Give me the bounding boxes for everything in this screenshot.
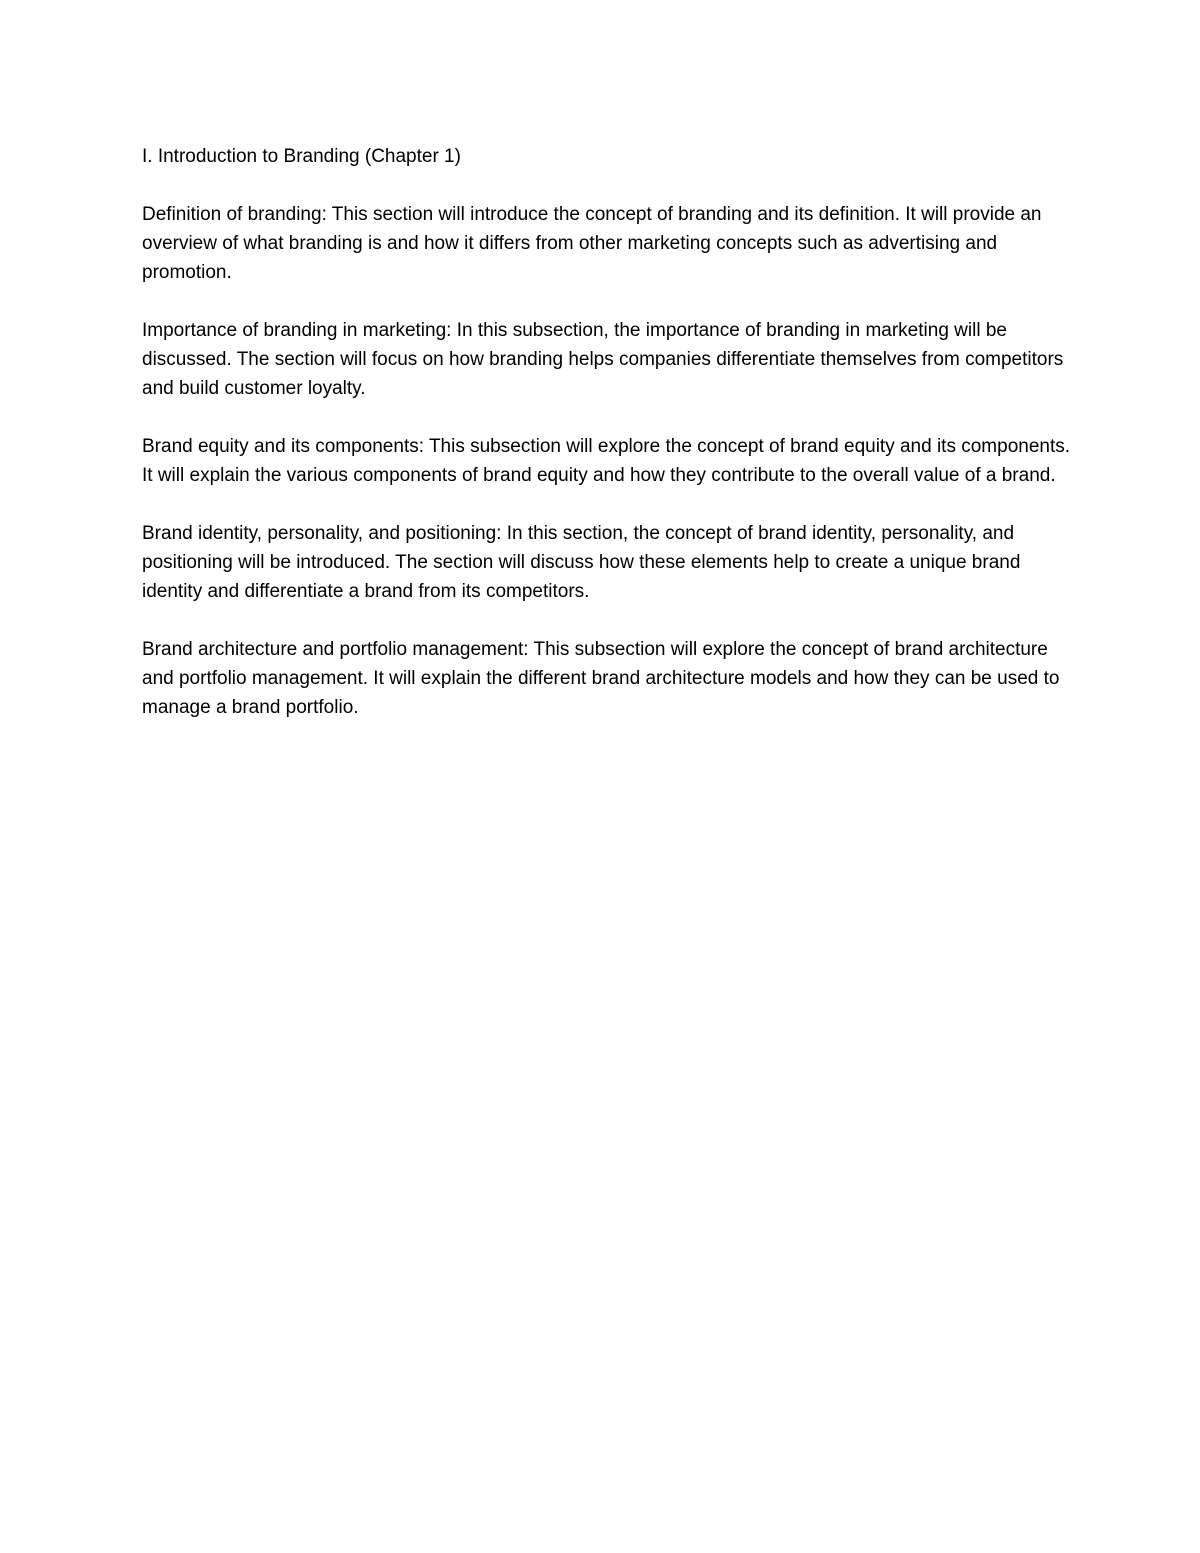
paragraph-importance-of-branding: Importance of branding in marketing: In this subsection, the importance of branding in marketing will be discussed. The section will focus on how branding helps companies differentiate themselves from competitors and build customer loyalty. [142,320,1064,399]
paragraph-brand-equity: Brand equity and its components: This subsection will explore the concept of brand equity and its components. It will explain the various components of brand equity and how they contribute to the overall value of a brand. [142,436,1071,486]
paragraph-brand-architecture: Brand architecture and portfolio management: This subsection will explore the concept of brand architecture and portfolio management. It will explain the different brand architecture models and how they can be used to manage a brand portfolio. [142,639,1060,718]
paragraph-brand-identity: Brand identity, personality, and positioning: In this section, the concept of brand identity, personality, and positioning will be introduced. The section will discuss how these elements help to create a unique brand identity and differentiate a brand from its competitors. [142,523,1021,602]
document-body [142,142,1072,751]
paragraph-definition-of-branding: Definition of branding: This section will introduce the concept of branding and its definition. It will provide an overview of what branding is and how it differs from other marketing concepts such as advertising and promotion. [142,204,1042,283]
section-heading: I. Introduction to Branding (Chapter 1) [142,146,461,167]
